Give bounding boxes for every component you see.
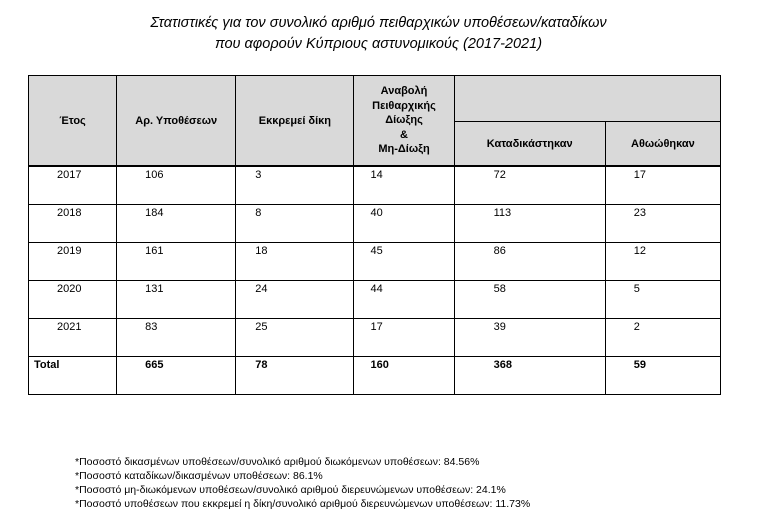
total-row bbox=[29, 356, 721, 394]
cell-acquitted: 5 bbox=[605, 280, 720, 318]
cell-convicted: 113 bbox=[454, 204, 605, 242]
cell-cases: 161 bbox=[117, 242, 236, 280]
cell-pending: 8 bbox=[236, 204, 354, 242]
footnote: *Ποσοστό υποθέσεων που εκκρεμεί η δίκη/συνολικό αριθμού διερευνώμενων υποθέσεων: 11.73% bbox=[75, 498, 531, 510]
cell-total-convicted: 368 bbox=[454, 356, 605, 394]
header-postponed-line-2: Πειθαρχικής Δίωξης bbox=[372, 99, 436, 127]
header-convicted: Καταδικάστηκαν bbox=[454, 122, 605, 167]
header-postponed-line-4: Μη-Δίωξη bbox=[378, 143, 430, 156]
table-row bbox=[29, 318, 721, 356]
cell-total-pending: 78 bbox=[236, 356, 354, 394]
cell-pending: 24 bbox=[236, 280, 354, 318]
header-cases: Αρ. Υποθέσεων bbox=[117, 76, 236, 167]
cell-year: 2021 bbox=[29, 318, 117, 356]
cell-total-postponed: 160 bbox=[354, 356, 454, 394]
header-postponed-line-3: & bbox=[400, 128, 408, 141]
cell-convicted: 39 bbox=[454, 318, 605, 356]
header-year: Έτος bbox=[29, 76, 117, 167]
cell-total-label: Total bbox=[29, 356, 117, 394]
table-row bbox=[29, 280, 721, 318]
header-group-outcome bbox=[454, 76, 720, 122]
cell-year: 2018 bbox=[29, 204, 117, 242]
cell-postponed: 44 bbox=[354, 280, 454, 318]
table-row bbox=[29, 242, 721, 280]
cell-convicted: 58 bbox=[454, 280, 605, 318]
footnote: *Ποσοστό καταδίκων/δικασμένων υποθέσεων: 86.1% bbox=[75, 470, 323, 482]
cell-pending: 25 bbox=[236, 318, 354, 356]
footnotes bbox=[75, 455, 530, 511]
header-postponed bbox=[354, 76, 454, 167]
cell-total-cases: 665 bbox=[117, 356, 236, 394]
table-row bbox=[29, 204, 721, 242]
cell-pending: 3 bbox=[236, 166, 354, 204]
cell-cases: 83 bbox=[117, 318, 236, 356]
cell-postponed: 45 bbox=[354, 242, 454, 280]
cell-cases: 184 bbox=[117, 204, 236, 242]
statistics-table bbox=[28, 75, 721, 395]
document-title bbox=[0, 13, 757, 55]
cell-cases: 106 bbox=[117, 166, 236, 204]
cell-acquitted: 12 bbox=[605, 242, 720, 280]
header-pending: Εκκρεμεί δίκη bbox=[236, 76, 354, 167]
cell-acquitted: 17 bbox=[605, 166, 720, 204]
cell-acquitted: 23 bbox=[605, 204, 720, 242]
header-postponed-line-1: Αναβολή bbox=[380, 85, 428, 98]
cell-pending: 18 bbox=[236, 242, 354, 280]
cell-cases: 131 bbox=[117, 280, 236, 318]
footnote: *Ποσοστό δικασμένων υποθέσεων/συνολικό αριθμού διωκόμενων υποθέσεων: 84.56% bbox=[75, 456, 480, 468]
header-acquitted: Αθωώθηκαν bbox=[605, 122, 720, 167]
title-line-2: που αφορούν Κύπριους αστυνομικούς (2017-2021) bbox=[214, 36, 543, 52]
table-row bbox=[29, 166, 721, 204]
title-line-1: Στατιστικές για τον συνολικό αριθμό πειθαρχικών υποθέσεων/καταδίκων bbox=[150, 15, 607, 31]
cell-total-acquitted: 59 bbox=[605, 356, 720, 394]
cell-convicted: 86 bbox=[454, 242, 605, 280]
cell-year: 2020 bbox=[29, 280, 117, 318]
cell-acquitted: 2 bbox=[605, 318, 720, 356]
cell-convicted: 72 bbox=[454, 166, 605, 204]
cell-year: 2017 bbox=[29, 166, 117, 204]
cell-postponed: 40 bbox=[354, 204, 454, 242]
footnote: *Ποσοστό μη-διωκόμενων υποθέσεων/συνολικό αριθμού διερευνώμενων υποθέσεων: 24.1% bbox=[75, 484, 506, 496]
cell-postponed: 14 bbox=[354, 166, 454, 204]
cell-postponed: 17 bbox=[354, 318, 454, 356]
cell-year: 2019 bbox=[29, 242, 117, 280]
